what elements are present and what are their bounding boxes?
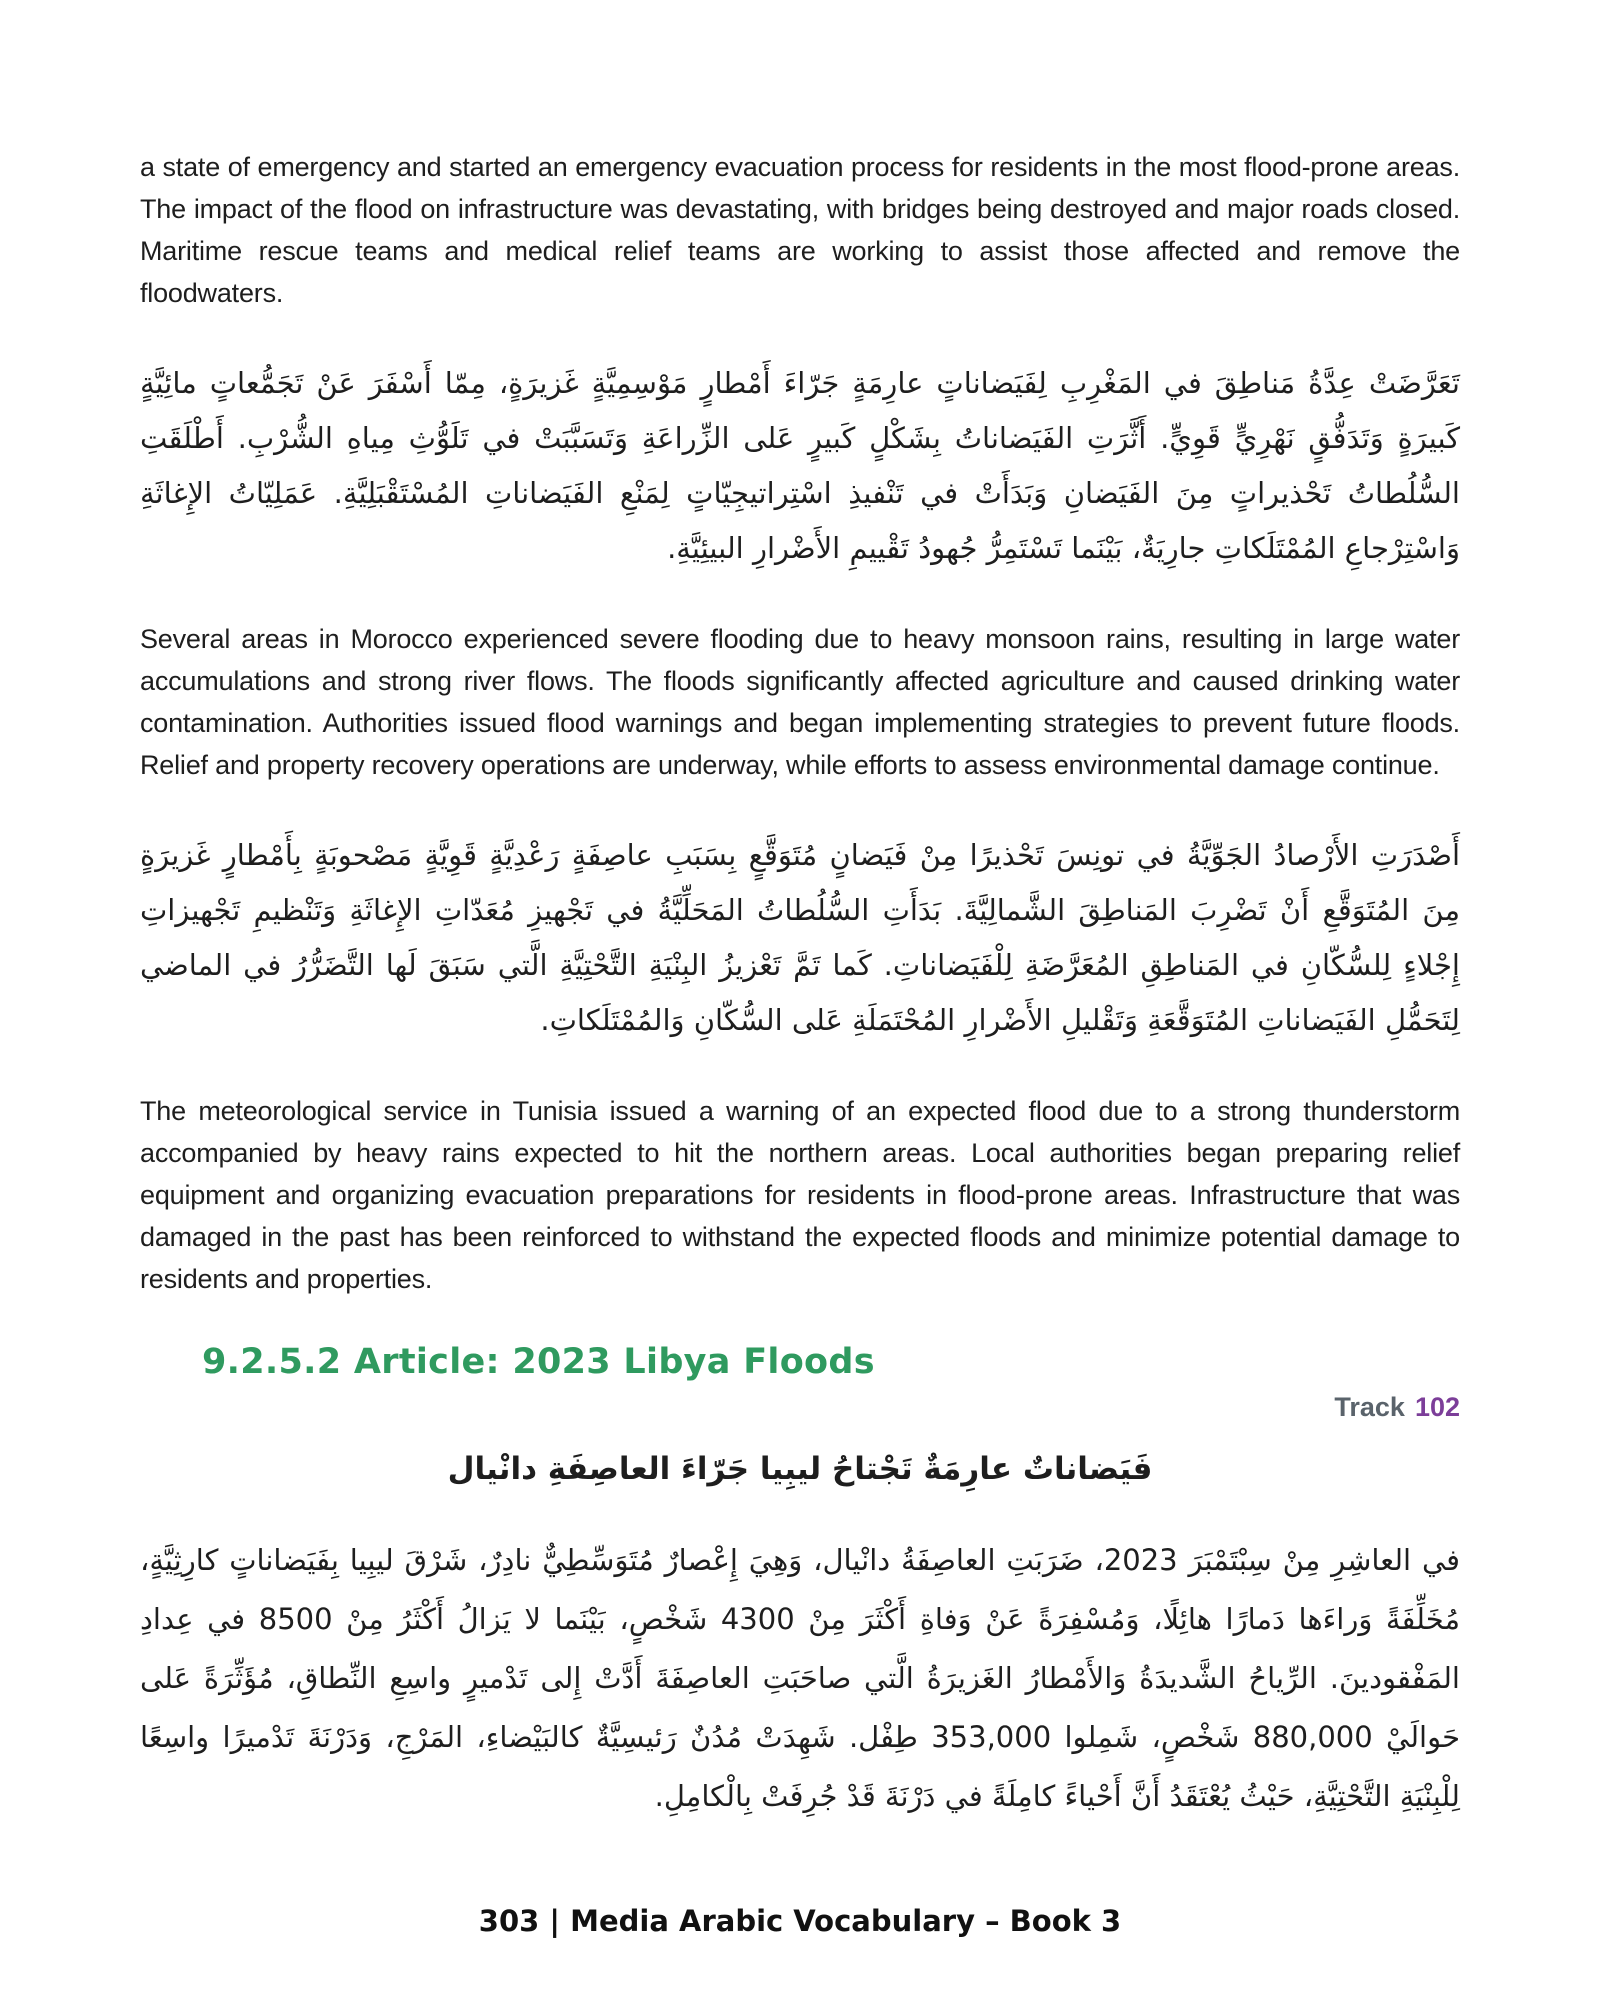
track-label: Track <box>1334 1392 1405 1422</box>
arabic-article-title: فَيَضاناتٌ عارِمَةٌ تَجْتاحُ ليبِيا جَرّاءَ العاصِفَةِ دانْيال <box>447 1451 1153 1487</box>
section-heading: 9.2.5.2 Article: 2023 Libya Floods <box>202 1342 875 1382</box>
english-paragraph-morocco-translation: Several areas in Morocco experienced severe flooding due to heavy monsoon rains, resulting in large water accumulations and strong river flows. The floods significantly affected agriculture and caused drinking water contamination. Authorities issued flood warnings and began implementing strategies to prevent future floods. Relief and property recovery operations are underway, while efforts to assess environmental damage continue. <box>140 624 1460 780</box>
english-paragraph-morocco-intro: a state of emergency and started an emergency evacuation process for residents in the most flood-prone areas. The impact of the flood on infrastructure was devastating, with bridges being destroyed and major roads closed. Maritime rescue teams and medical relief teams are working to assist those affected and remove the floodwaters. <box>140 152 1460 308</box>
arabic-paragraph-morocco: تَعَرَّضَتْ عِدَّةُ مَناطِقَ في المَغْرِبِ لِفَيَضاناتٍ عارِمَةٍ جَرّاءَ أَمْطارٍ مَوْسِمِيَّةٍ غَزيرَةٍ، مِمّا أَسْفَرَ عَنْ تَجَمُّعاتٍ مائِيَّةٍ كَبيرَةٍ وَتَدَفُّقٍ نَهْرِيٍّ قَوِيٍّ. أَثَّرَتِ الفَيَضاناتُ بِشَكْلٍ كَبيرٍ عَلى الزِّراعَةِ وَتَسَبَّبَتْ في تَلَوُّثِ مِياهِ الشُّرْبِ. أَطْلَقَتِ السُّلُطاتُ تَحْذيراتٍ مِنَ الفَيَضانِ وَبَدَأَتْ في تَنْفيذِ اسْتِراتيجِيّاتٍ لِمَنْعِ الفَيَضاناتِ المُسْتَقْبَلِيَّةِ. عَمَلِيّاتُ الإِغاثَةِ وَاسْتِرْجاعِ المُمْتَلَكاتِ جارِيَةٌ، بَيْنَما تَسْتَمِرُّ جُهودُ تَقْييمِ الأَضْرارِ البيئِيَّةِ. <box>140 366 1460 565</box>
arabic-paragraph-libya: في العاشِرِ مِنْ سِبْتَمْبَرَ 2023، ضَرَبَتِ العاصِفَةُ دانْيال، وَهِيَ إِعْصارٌ مُتَوَسِّطِيٌّ نادِرٌ، شَرْقَ ليبِيا بِفَيَضاناتٍ كارِثِيَّةٍ، مُخَلِّفَةً وَراءَها دَمارًا هائِلًا، وَمُسْفِرَةً عَنْ وَفاةِ أَكْثَرَ مِنْ 4300 شَخْصٍ، بَيْنَما لا يَزالُ أَكْثَرُ مِنْ 8500 في عِدادِ المَفْقودينَ. الرِّياحُ الشَّديدَةُ وَالأَمْطارُ الغَزيرَةُ الَّتي صاحَبَتِ العاصِفَةَ أَدَّتْ إِلى تَدْميرٍ واسِعِ النِّطاقِ، مُؤَثِّرَةً عَلى حَوالَيْ 880,000 شَخْصٍ، شَمِلوا 353,000 طِفْل. شَهِدَتْ مُدُنٌ رَئيسِيَّةٌ كالبَيْضاءِ، المَرْجِ، وَدَرْنَةَ تَدْميرًا واسِعًا لِلْبِنْيَةِ التَّحْتِيَّةِ، حَيْثُ يُعْتَقَدُ أَنَّ أَحْياءً كامِلَةً في دَرْنَةَ قَدْ جُرِفَتْ بِالْكامِلِ. <box>140 1543 1461 1813</box>
page-footer: 303 | Media Arabic Vocabulary – Book 3 <box>478 1904 1122 1938</box>
english-paragraph-tunisia-translation: The meteorological service in Tunisia issued a warning of an expected flood due to a strong thunderstorm accompanied by heavy rains expected to hit the northern areas. Local authorities began preparing relief equipment and organizing evacuation preparations for residents in flood-prone areas. Infrastructure that was damaged in the past has been reinforced to withstand the expected floods and minimize potential damage to residents and properties. <box>140 1096 1460 1294</box>
arabic-paragraph-tunisia: أَصْدَرَتِ الأَرْصادُ الجَوِّيَّةُ في تونِسَ تَحْذيرًا مِنْ فَيَضانٍ مُتَوَقَّعٍ بِسَبَبِ عاصِفَةٍ رَعْدِيَّةٍ قَوِيَّةٍ مَصْحوبَةٍ بِأَمْطارٍ غَزيرَةٍ مِنَ المُتَوَقَّعِ أَنْ تَضْرِبَ المَناطِقَ الشَّمالِيَّةَ. بَدَأَتِ السُّلُطاتُ المَحَلِّيَّةُ في تَجْهيزِ مُعَدّاتِ الإِغاثَةِ وَتَنْظيمِ تَجْهيزاتِ إِجْلاءٍ لِلسُّكّانِ في المَناطِقِ المُعَرَّضَةِ لِلْفَيَضاناتِ. كَما تَمَّ تَعْزيزُ البِنْيَةِ التَّحْتِيَّةِ الَّتي سَبَقَ لَها التَّضَرُّرُ في الماضي لِتَحَمُّلِ الفَيَضاناتِ المُتَوَقَّعَةِ وَتَقْليلِ الأَضْرارِ المُحْتَمَلَةِ عَلى السُّكّانِ وَالمُمْتَلَكاتِ. <box>140 838 1460 1037</box>
track-number: 102 <box>1414 1392 1460 1422</box>
track-line <box>140 1392 1460 1423</box>
